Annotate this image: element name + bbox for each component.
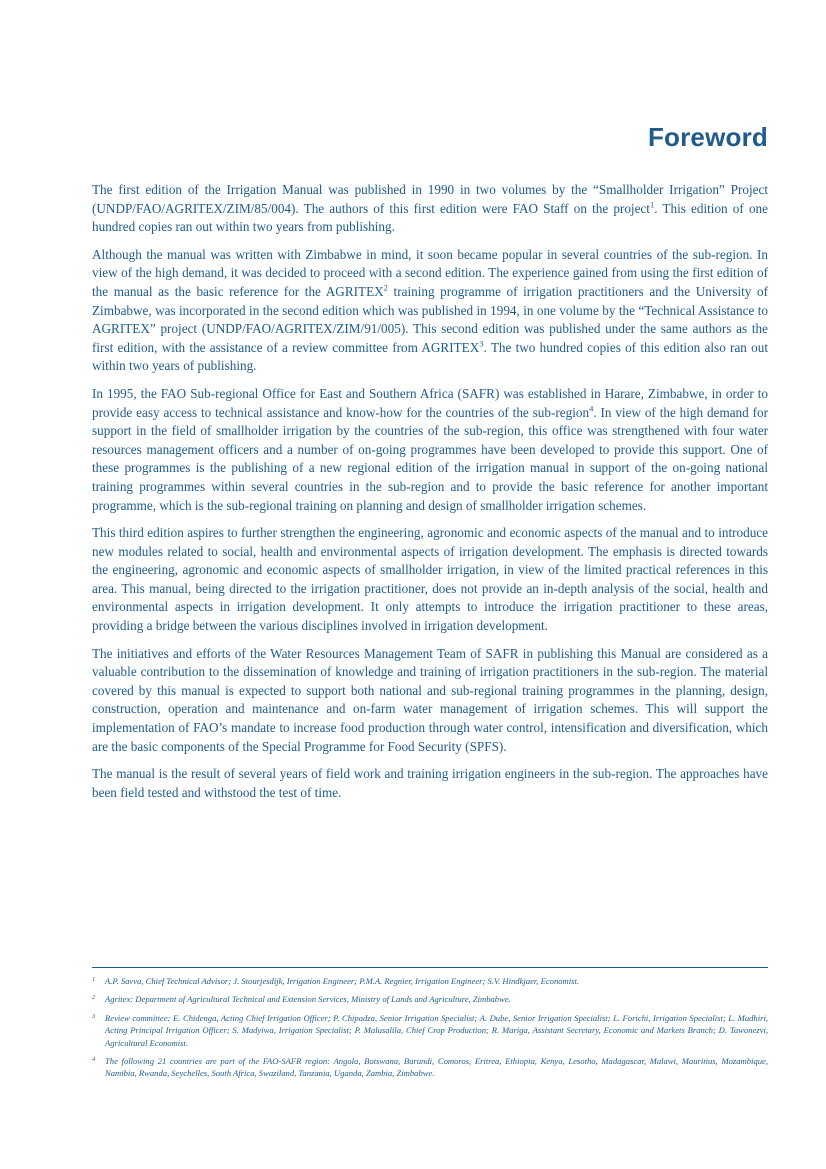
- footnote-text: Agritex: Department of Agricultural Technical and Extension Services, Ministry of Lands and Agriculture, Zimbabwe.: [105, 994, 511, 1005]
- footnote-1: [92, 975, 768, 987]
- paragraph-1: [92, 181, 768, 237]
- paragraph-text: training programme of irrigation practitioners and the University of Zimbabwe, was incorporated in the second edition which was published in 1994, in one volume by the “Technical Assistance to AGRITEX” project (UNDP/FAO/AGRITEX/ZIM/91/005). This second edition was published under the same authors as the first edition, with the assistance of a review committee from AGRITEX: [92, 283, 768, 355]
- footnote-text: A.P. Savva, Chief Technical Advisor; J. Stourjesdijk, Irrigation Engineer; P.M.A. Regnier, Irrigation Engineer; S.V. Hindkjaer, Economist.: [105, 976, 580, 986]
- paragraph-text: In 1995, the FAO Sub-regional Office for East and Southern Africa (SAFR) was established in Harare, Zimbabwe, in order to provide easy access to technical assistance and know-how for the countries of the sub-region: [92, 385, 768, 420]
- paragraph-text: Although the manual was written with Zimbabwe in mind, it soon became popular in several countries of the sub-region. In view of the high demand, it was decided to proceed with a second edition. The experience gained from using the first edition of the manual as the basic reference for the AGRITEX: [92, 246, 768, 299]
- paragraph-3: [92, 385, 768, 515]
- page-title: Foreword: [647, 122, 768, 152]
- paragraph-text: The manual is the result of several years of field work and training irrigation engineers in the sub-region. The approaches have been field tested and withstood the test of time.: [92, 766, 768, 800]
- footnote-number: 3: [92, 1012, 96, 1020]
- foreword-body: [92, 181, 768, 811]
- footnote-ref: 3: [479, 338, 484, 349]
- footnote-3: [92, 1012, 768, 1049]
- paragraph-text: . In view of the high demand for support in the field of smallholder irrigation by the countries of the sub-region, this office was strengthened with four water resources management officers and a number of on-going programmes have been developed to provide this support. One of these programmes is the publishing of a new regional edition of the irrigation manual in support of the on-going national training programmes within several countries in the sub-region and to provide the basic reference for another important programme, which is the sub-regional training on planning and design of smallholder irrigation schemes.: [92, 404, 768, 513]
- paragraph-text: . This edition of one hundred copies ran out within two years from publishing.: [92, 200, 768, 235]
- footnote-number: 2: [92, 994, 96, 1002]
- footnote-ref: 4: [589, 403, 594, 414]
- paragraph-text: . The two hundred copies of this edition also ran out within two years of publishing.: [92, 339, 769, 374]
- paragraph-4: [92, 524, 768, 636]
- footnote-ref: 2: [383, 282, 388, 293]
- footnotes: [92, 975, 768, 1086]
- footnote-text: Review committee: E. Chidenga, Acting Chief Irrigation Officer; P. Chipadza, Senior Irrigation Specialist; A. Dube, Senior Irrigation Specialist; L. Forichi, Irrigation Specialist; L. Madhiri, Acting Principal Irrigation Officer; S. Madyiwa, Irrigation Specialist; P. Malusalila, Chief Crop Production; R. Mariga, Assistant Secretary, Economic and Markets Branch; D. Tawonezvi, Agricultural Economist.: [105, 1012, 768, 1048]
- paragraph-2: [92, 246, 768, 376]
- paragraph-6: [92, 765, 768, 802]
- footnote-4: [92, 1055, 768, 1080]
- footnote-ref: 1: [649, 199, 655, 210]
- paragraph-text: The first edition of the Irrigation Manual was published in 1990 in two volumes by the “Smallholder Irrigation” Project (UNDP/FAO/AGRITEX/ZIM/85/004). The authors of this first edition were FAO Staff on the project: [92, 182, 768, 216]
- footnote-number: 4: [92, 1056, 96, 1064]
- paragraph-text: The initiatives and efforts of the Water Resources Management Team of SAFR in publishing this Manual are considered as a valuable contribution to the dissemination of knowledge and training of irrigation practitioners in the sub-region. The material covered by this manual is expected to support both national and sub-regional training programmes in the planning, design, construction, operation and maintenance and on-farm water management of irrigation schemes. This will support the implementation of FAO’s mandate to increase food production through water control, intensification and diversification, which are the basic components of the Special Programme for Food Security (SPFS).: [92, 645, 768, 754]
- paragraph-text: This third edition aspires to further strengthen the engineering, agronomic and economic aspects of the manual and to introduce new modules related to social, health and environmental aspects of irrigation development. The emphasis is directed towards the engineering, agronomic and economic aspects of smallholder irrigation, in view of the limited practical references in this area. This manual, being directed to the irrigation practitioner, does not provide an in-depth analysis of the social, health and environmental aspects in irrigation development. It only attempts to introduce the irrigation practitioner to these areas, providing a bridge between the various disciplines involved in irrigation development.: [92, 525, 768, 634]
- paragraph-5: [92, 645, 768, 757]
- footnote-text: The following 21 countries are part of the FAO-SAFR region: Angola, Botswana, Burundi, Comoros, Eritrea, Ethiopia, Kenya, Lesotho, Madagascar, Malawi, Mauritius, Mozambique, Namibia, Rwanda, Seychelles, South Africa, Swaziland, Tanzania, Uganda, Zambia, Zimbabwe.: [105, 1056, 768, 1079]
- footnote-2: [92, 993, 768, 1005]
- footnote-number: 1: [92, 976, 96, 983]
- footnote-divider: [92, 967, 768, 968]
